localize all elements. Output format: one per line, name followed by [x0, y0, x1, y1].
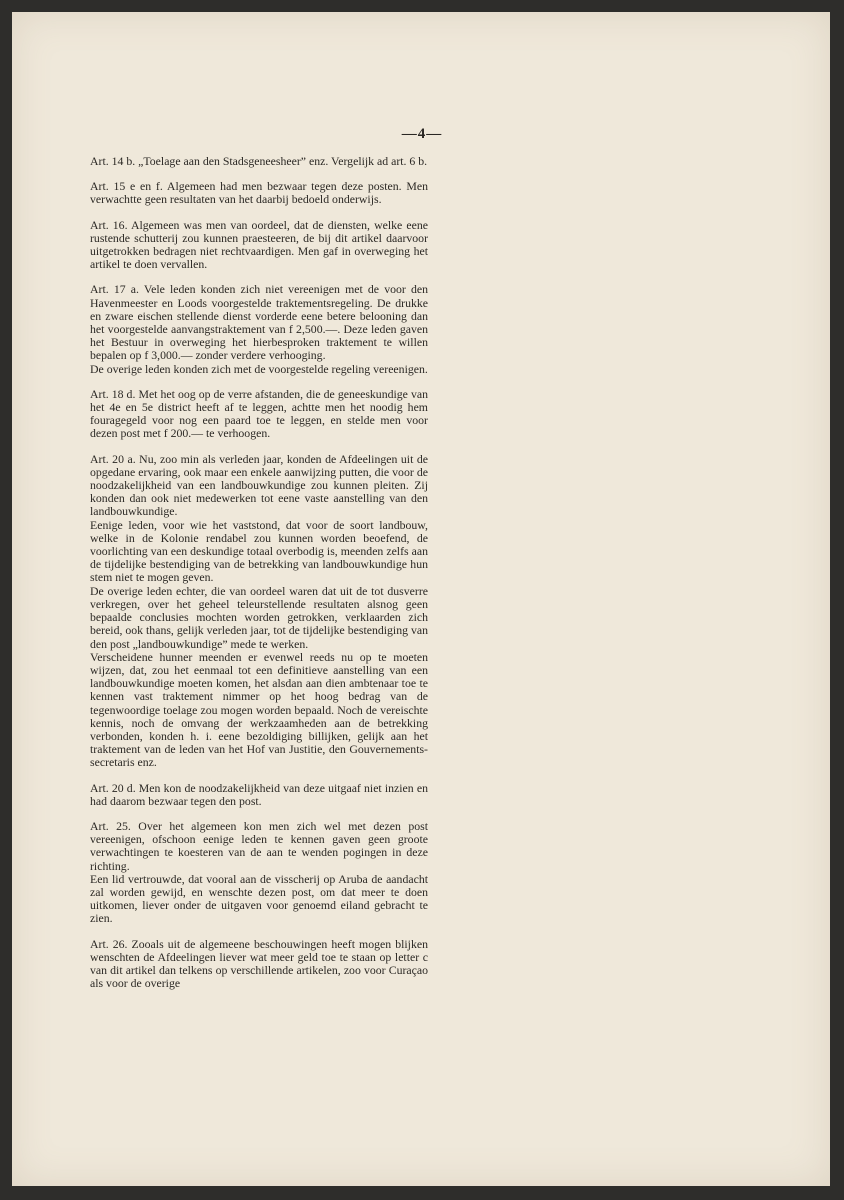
paragraph: Art. 26. Zooals uit de algemeene beschouwingen heeft mogen blijken wenschten de Afdeelingen liever wat meer geld toe te staan op letter c van dit artikel dan telkens op verschillende artikelen, zoo voor Curaçao als voor de overige — [90, 936, 428, 991]
article-20d — [90, 782, 428, 808]
article-15ef — [90, 180, 428, 206]
paragraph: Art. 15 e en f. Algemeen had men bezwaar tegen deze posten. Men verwachtte geen resultaten van het daarbij bedoeld onderwijs. — [90, 179, 428, 207]
article-20a — [90, 453, 428, 770]
paragraph: Art. 16. Algemeen was men van oordeel, dat de diensten, welke eene rustende schutterij zou kunnen praesteeren, de bij dit artikel daarvoor uitgetrokken bedragen niet rechtvaardigen. Men gaf in overweging het artikel te doen vervallen. — [90, 217, 428, 272]
paragraph: Art. 17 a. Vele leden konden zich niet vereenigen met de voor den Havenmeester en Loods voorgestelde traktementsregeling. De drukke en zware eischen stellende dienst vorderde eene betere belooning dan het voorgestelde aanvangstraktement van f 2,500.—. Deze leden gaven het Bestuur in overweging het hierbesproken traktement te willen bepalen op f 3,000.— zonder verdere verhooging. — [90, 282, 428, 363]
paragraph: Art. 18 d. Met het oog op de verre afstanden, die de geneeskundige van het 4e en 5e district heeft af te leggen, achtte men het noodig hem fouragegeld voor nog een paard toe te leggen, en stelde men voor dezen post met f 200.— te verhoogen. — [90, 386, 428, 441]
paragraph: Art. 14 b. „Toelage aan den Stadsgeneesheer” enz. Vergelijk ad art. 6 b. — [90, 154, 428, 168]
paragraph: Eenige leden, voor wie het vaststond, dat voor de soort landbouw, welke in de Kolonie rendabel zou kunnen worden beoefend, de voorlichting van een deskundige totaal overbodig is, meenden zelfs aan de tijdelijke bestendiging van de betrekking van landbouwkundige hun stem niet te mogen geven. — [90, 517, 428, 585]
article-16 — [90, 219, 428, 272]
paragraph: De overige leden konden zich met de voorgestelde regeling vereenigen. — [90, 361, 428, 376]
paragraph: Verscheidene hunner meenden er evenwel reeds nu op te moeten wijzen, dat, zou het eenmaal tot een definitieve aanstelling van een landbouwkundige moeten komen, het alsdan aan dien ambtenaar toe te kennen vast traktement nimmer op het hoog bedrag van de tegenwoordige toelage zou mogen worden bepaald. Noch de vereischte kennis, noch de omvang der werkzaamheden aan de betrekking verbonden, konden h. i. eene bezoldiging billijken, gelijk aan het traktement van de leden van het Hof van Justitie, den Gouvernements-secretaris enz. — [90, 649, 428, 770]
article-14b — [90, 155, 428, 168]
paragraph: De overige leden echter, die van oordeel waren dat uit de tot dusverre verkregen, over het geheel teleurstellende resultaten alsnog geen bepaalde conclusies mochten worden getrokken, verklaarden zich bereid, ook thans, gelijk verleden jaar, tot de tijdelijke bestendiging van den post „landbouwkundige” mede te werken. — [90, 583, 428, 651]
article-17a — [90, 283, 428, 375]
article-25 — [90, 820, 428, 926]
paragraph: Art. 25. Over het algemeen kon men zich wel met dezen post vereenigen, ofschoon eenige leden te kennen gaven geen groote verwachtingen te koesteren van de aan te wenden pogingen in deze richting. — [90, 818, 428, 873]
page-number: —4— — [401, 126, 443, 142]
paragraph: Art. 20 d. Men kon de noodzakelijkheid van deze uitgaaf niet inzien en had daarom bezwaar tegen den post. — [90, 780, 428, 808]
paragraph: Een lid vertrouwde, dat vooral aan de visscherij op Aruba de aandacht zal worden gewijd, en wenschte dezen post, om dat meer te doen uitkomen, liever onder de uitgaven voor genoemd eiland gebracht te zien. — [90, 871, 428, 926]
paragraph: Art. 20 a. Nu, zoo min als verleden jaar, konden de Afdeelingen uit de opgedane ervaring, ook maar een enkele aanwijzing putten, die voor de noodzakelijkheid van een landbouwkundige zou kunnen pleiten. Zij konden dan ook niet medewerken tot eene vaste aanstelling van den landbouwkundige. — [90, 451, 428, 519]
article-26 — [90, 938, 428, 991]
text-column — [90, 155, 428, 1002]
article-18d — [90, 388, 428, 441]
